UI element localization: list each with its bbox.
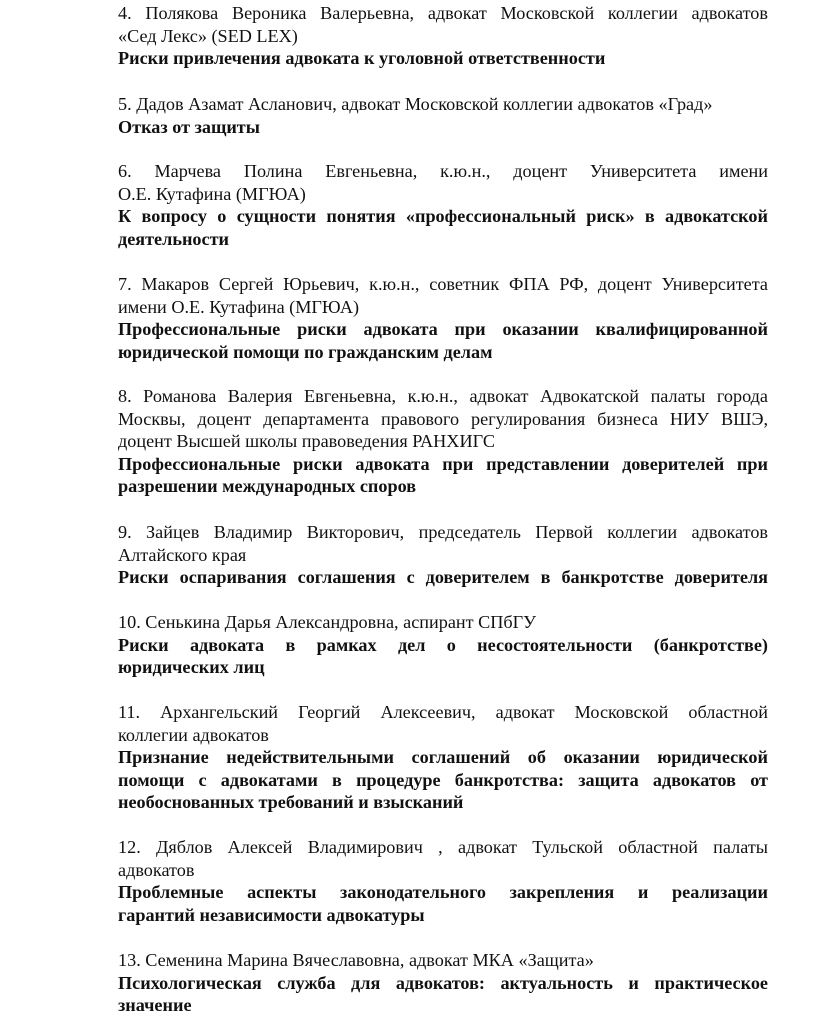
talk-title-line: юридических лиц [118,657,265,678]
speaker-author-line: 8. Романова Валерия Евгеньевна, к.ю.н., адвокат Адвокатской палаты города [118,386,768,406]
speaker-author-line: коллегии адвокатов [118,724,269,745]
talk-title-line: Признание недействительными соглашений об оказании юридической [118,747,768,768]
speaker-entry [118,611,768,679]
speaker-author-line: адвокатов [118,859,195,880]
talk-title-line: Риски привлечения адвоката к уголовной ответственности [118,48,606,69]
talk-title-line: деятельности [118,228,229,249]
speaker-author-line: 12. Дяблов Алексей Владимирович , адвокат Тульской областной палаты [118,837,768,857]
speaker-author-line: 6. Марчева Полина Евгеньевна, к.ю.н., доцент Университета имени [118,161,768,181]
talk-title-line: гарантий независимости адвокатуры [118,904,425,925]
speaker-entry [118,521,768,589]
speaker-entry [118,836,768,926]
speaker-entry [118,2,768,70]
speaker-author-line: 9. Зайцев Владимир Викторович, председатель Первой коллегии адвокатов [118,522,768,542]
speaker-author-line: 10. Сенькина Дарья Александровна, аспирант СПбГУ [118,612,537,632]
speaker-author-line: Алтайского края [118,544,247,565]
speaker-entry [118,273,768,363]
speaker-author-line: 11. Архангельский Георгий Алексеевич, адвокат Московской областной [118,702,768,722]
speaker-author-line: доцент Высшей школы правоведения РАНХИГС [118,431,495,452]
talk-title-line: Отказ от защиты [118,116,260,137]
speaker-author-line: О.Е. Кутафина (МГЮА) [118,183,306,204]
talk-title-line: К вопросу о сущности понятия «профессиональный риск» в адвокатской [118,206,768,227]
speaker-author-line: 5. Дадов Азамат Асланович, адвокат Московской коллегии адвокатов «Град» [118,94,713,114]
speaker-author-line: 4. Полякова Вероника Валерьевна, адвокат Московской коллегии адвокатов [118,3,768,23]
talk-title-line: помощи с адвокатами в процедуре банкротства: защита адвокатов от [118,769,768,790]
speaker-author-line: «Сед Лекс» (SED LEX) [118,25,298,46]
talk-title-line: юридической помощи по гражданским делам [118,341,493,362]
talk-title-line: Риски адвоката в рамках дел о несостоятельности (банкротстве) [118,634,768,655]
speaker-entry [118,93,768,138]
speaker-author-line: 13. Семенина Марина Вячеславовна, адвокат МКА «Защита» [118,950,594,970]
speaker-author-line: Москвы, доцент департамента правового регулирования бизнеса НИУ ВШЭ, [118,408,768,429]
speaker-entry [118,949,768,1017]
talk-title-line: разрешении международных споров [118,476,417,497]
speaker-author-line: 7. Макаров Сергей Юрьевич, к.ю.н., советник ФПА РФ, доцент Университета [118,274,768,294]
talk-title-line: Проблемные аспекты законодательного закрепления и реализации [118,882,768,903]
talk-title-line: Психологическая служба для адвокатов: актуальность и практическое [118,972,768,993]
speaker-entry [118,385,768,498]
talk-title-line: необоснованных требований и взысканий [118,792,464,813]
speaker-entry [118,160,768,250]
talk-title-line: Профессиональные риски адвоката при представлении доверителей при [118,453,768,474]
speaker-author-line: имени О.Е. Кутафина (МГЮА) [118,296,360,317]
speaker-entry [118,701,768,814]
talk-title-line: значение [118,995,192,1016]
talk-title-line: Профессиональные риски адвоката при оказании квалифицированной [118,319,768,340]
talk-title-line: Риски оспаривания соглашения с доверителем в банкротстве доверителя [118,567,768,588]
